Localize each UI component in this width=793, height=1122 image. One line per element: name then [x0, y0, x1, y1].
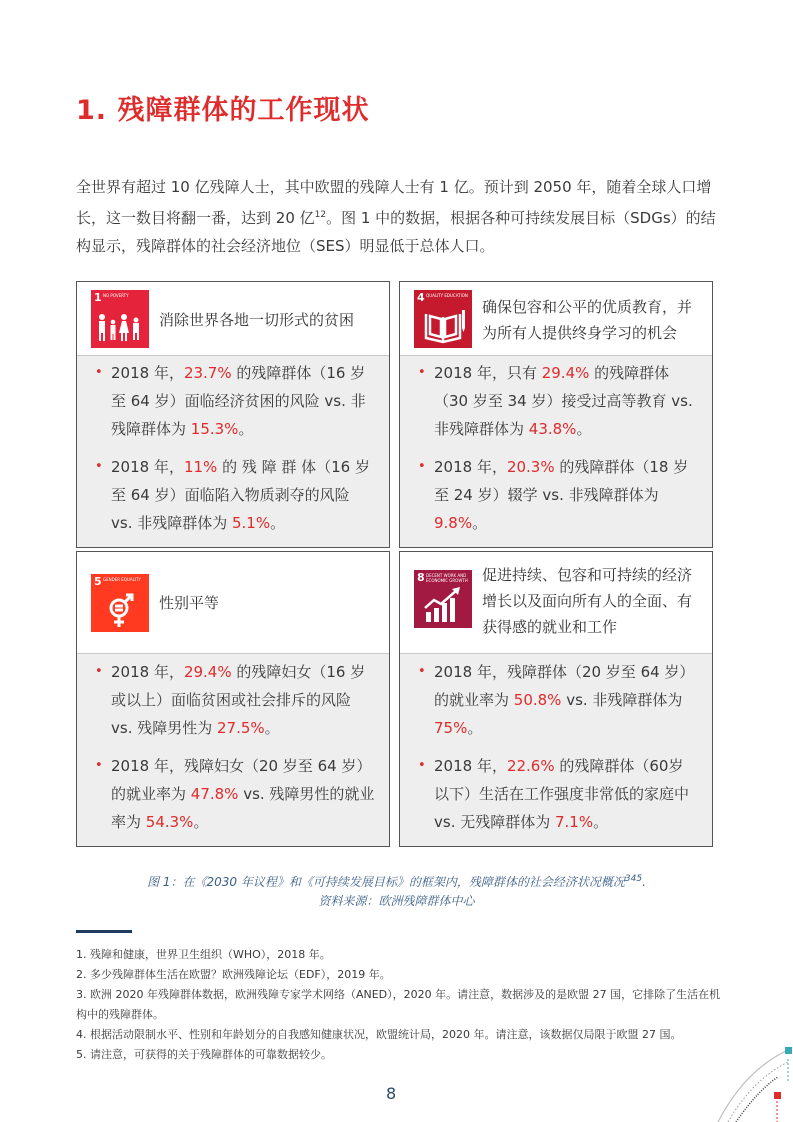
bullet-point: • 2018 年，只有 29.4% 的残障群体（30 岁至 34 岁）接受过高等教育 vs. 非残障群体为 43.8%。	[400, 359, 712, 443]
corner-decoration	[700, 1035, 793, 1122]
footnote: 4. 根据活动限制水平、性别和年龄划分的自我感知健康状况，欧盟统计局，2020 年。请注意，该数据仅局限于欧盟 27 国。	[76, 1028, 682, 1041]
card-title: 性别平等	[159, 594, 220, 612]
footnote: 3. 欧洲 2020 年残障群体数据，欧洲残障专家学术网络（ANED），2020 年。请注意，数据涉及的是欧盟 27 国，它排除了生活在机构中的残障群体。	[76, 988, 721, 1021]
footnote-ref[interactable]: 12	[314, 210, 327, 220]
bullet-list	[400, 658, 712, 846]
sdg-1-icon: 1 NO POVERTY	[91, 290, 149, 348]
footnote: 2. 多少残障群体生活在欧盟？欧洲残障论坛（EDF），2019 年。	[76, 968, 391, 981]
sdg-4-icon: 4 QUALITY EDUCATION	[414, 290, 472, 348]
footnotes	[76, 945, 721, 1065]
bullet-point: • 2018 年，22.6% 的残障群体（60岁以下）生活在工作强度非常低的家庭中 vs. 无残障群体为 7.1%。	[400, 752, 712, 836]
sdg-card-decent-work	[399, 551, 713, 847]
section-heading: 1. 残障群体的工作现状	[76, 95, 370, 126]
bullet-point: • 2018 年，残障群体（20 岁至 64 岁）的就业率为 50.8% vs. 非残障群体为 75%。	[400, 658, 712, 742]
bullet-point: • 2018 年，20.3% 的残障群体（18 岁至 24 岁）辍学 vs. 非残障群体为 9.8%。	[400, 453, 712, 537]
sdg-card-no-poverty	[76, 281, 390, 548]
bullet-point: • 2018 年，11% 的 残 障 群 体（16 岁至 64 岁）面临陷入物质剥夺的风险 vs. 非残障群体为 5.1%。	[77, 453, 389, 537]
figure-source: 资料来源：欧洲残障群体中心	[318, 894, 475, 908]
figure-caption: 图 1：在《2030 年议程》和《可持续发展目标》的框架内，残障群体的社会经济状况概况$^{345}$.	[147, 874, 646, 889]
sdg-card-quality-education	[399, 281, 713, 548]
sdg-figure	[76, 281, 717, 846]
intro-paragraph: 全世界有超过 10 亿残障人士，其中欧盟的残障人士有 1 亿。预计到 2050 年，随着全球人口增长，这一数目将翻一番，达到 20 亿$^{12}$。图 1 中的数据，根据各种可持续发展目标（SDGs）的结构显示，残障群体的社会经济地位（SES）明显低于总体人口。	[76, 178, 716, 255]
sdg-card-gender-equality	[76, 551, 390, 847]
card-title: 消除世界各地一切形式的贫困	[159, 311, 355, 329]
card-title: 确保包容和公平的优质教育，并为所有人提供终身学习的机会	[482, 298, 693, 342]
bullet-list	[77, 658, 389, 846]
bullet-point: • 2018 年，残障妇女（20 岁至 64 岁）的就业率为 47.8% vs. 残障男性的就业率为 54.3%。	[77, 752, 389, 836]
footnote: 5. 请注意，可获得的关于残障群体的可靠数据较少。	[76, 1048, 332, 1061]
bullet-list	[77, 359, 389, 547]
bullet-list	[400, 359, 712, 547]
card-title: 促进持续、包容和可持续的经济增长以及面向所有人的全面、有获得感的就业和工作	[482, 566, 693, 636]
footnote-divider	[76, 930, 132, 933]
sdg-8-icon: 8 DECENT WORK AND ECONOMIC GROWTH	[414, 570, 472, 628]
sdg-5-icon: 5 GENDER EQUALITY	[91, 574, 149, 632]
footnote: 1. 残障和健康，世界卫生组织（WHO），2018 年。	[76, 948, 331, 961]
bullet-point: • 2018 年，29.4% 的残障妇女（16 岁或以上）面临贫困或社会排斥的风险 vs. 残障男性为 27.5%。	[77, 658, 389, 742]
page-number: 8	[386, 1084, 397, 1103]
bullet-point: • 2018 年，23.7% 的残障群体（16 岁至 64 岁）面临经济贫困的风险 vs. 非残障群体为 15.3%。	[77, 359, 389, 443]
